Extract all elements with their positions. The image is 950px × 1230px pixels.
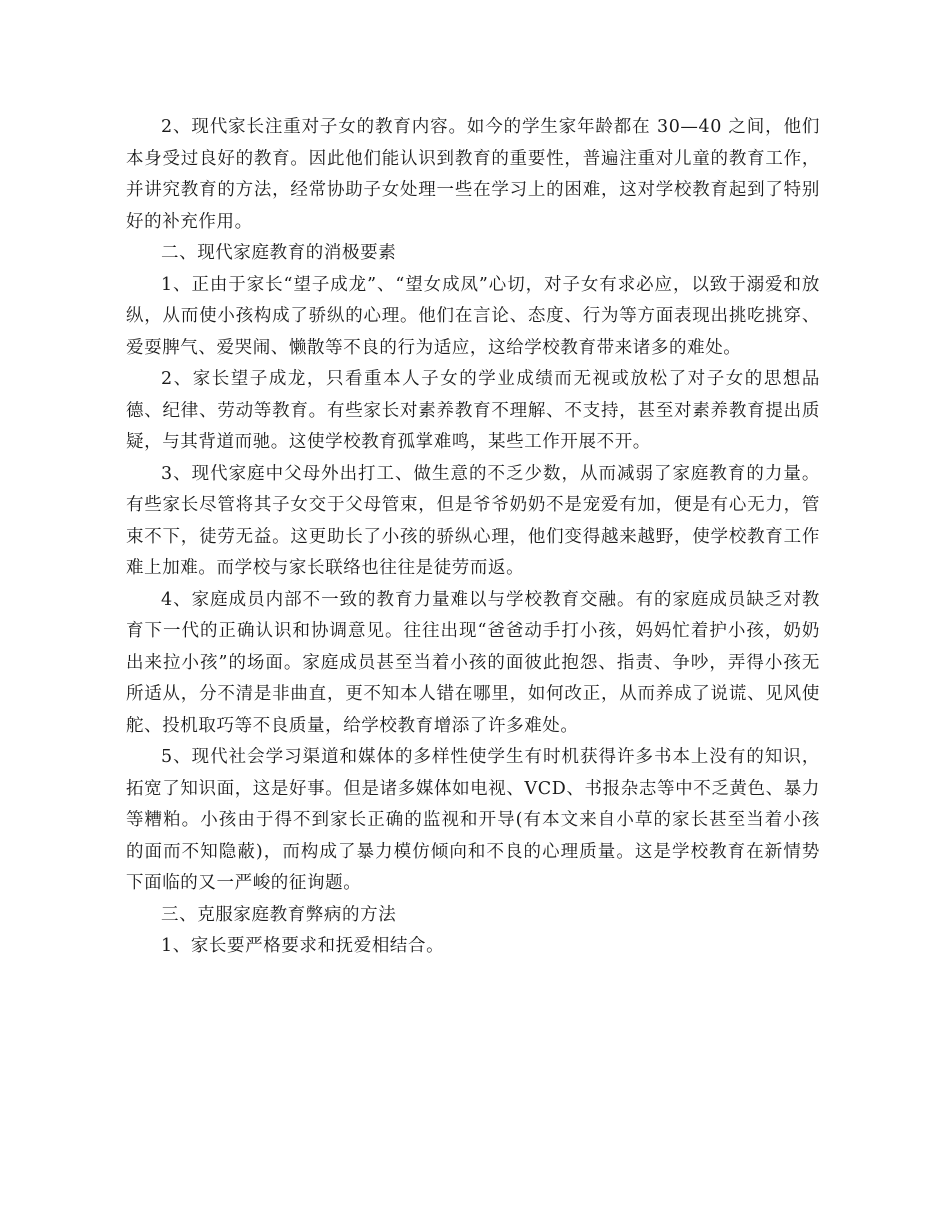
paragraph-strict-and-caring: 1、家长要严格要求和抚爱相结合。 bbox=[161, 936, 445, 956]
paragraph-inconsistent-family: 4、家庭成员内部不一致的教育力量难以与学校教育交融。有的家庭成员缺乏对教育下一代的正确认识和协调意见。往往出现“爸爸动手打小孩，妈妈忙着护小孩，奶奶出来拉小孩”的场面。家庭成员甚至当着小孩的面彼此抱怨、指责、争吵，弄得小孩无所适从，分不清是非曲直，更不知本人错在哪里，如何改正，从而养成了说谎、见风使舵、投机取巧等不良质量，给学校教育增添了许多难处。 bbox=[126, 589, 820, 736]
paragraph-media-influence: 5、现代社会学习渠道和媒体的多样性使学生有时机获得许多书本上没有的知识，拓宽了知识面，这是好事。但是诸多媒体如电视、VCD、书报杂志等中不乏黄色、暴力等糟粕。小孩由于得不到家长正确的监视和开导(有本文来自小草的家长甚至当着小孩的面而不知隐蔽)，而构成了暴力模仿倾向和不良的心理质量。这是学校教育在新情势下面临的又一严峻的征询题。 bbox=[126, 747, 820, 893]
section-heading-overcoming-methods: 三、克服家庭教育弊病的方法 bbox=[161, 904, 397, 925]
paragraph-parents-working-away: 3、现代家庭中父母外出打工、做生意的不乏少数，从而减弱了家庭教育的力量。有些家长尽管将其子女交于父母管束，但是爷爷奶奶不是宠爱有加，便是有心无力，管束不下，徒劳无益。这更助长了小孩的骄纵心理，他们变得越来越野，使学校教育工作难上加难。而学校与家长联络也往往是徒劳而返。 bbox=[126, 463, 820, 578]
paragraph-modern-parents-content: 2、现代家长注重对子女的教育内容。如今的学生家年龄都在 30—40 之间，他们本身受过良好的教育。因此他们能认识到教育的重要性，普遍注重对儿童的教育工作，并讲究教育的方法，经常协助子女处理一些在学习上的困难，这对学校教育起到了特别好的补充作用。 bbox=[126, 117, 820, 232]
paragraph-spoiling: 1、正由于家长“望子成龙”、“望女成凤”心切，对子女有求必应，以致于溺爱和放纵，从而使小孩构成了骄纵的心理。他们在言论、态度、行为等方面表现出挑吃挑穿、爱耍脾气、爱哭闹、懒散等不良的行为适应，这给学校教育带来诸多的难处。 bbox=[126, 274, 820, 358]
section-heading-negative-factors: 二、现代家庭教育的消极要素 bbox=[161, 243, 397, 263]
paragraph-grades-only: 2、家长望子成龙，只看重本人子女的学业成绩而无视或放松了对子女的思想品德、纪律、劳动等教育。有些家长对素养教育不理解、不支持，甚至对素养教育提出质疑，与其背道而驰。这使学校教育孤掌难鸣，某些工作开展不开。 bbox=[126, 369, 820, 452]
